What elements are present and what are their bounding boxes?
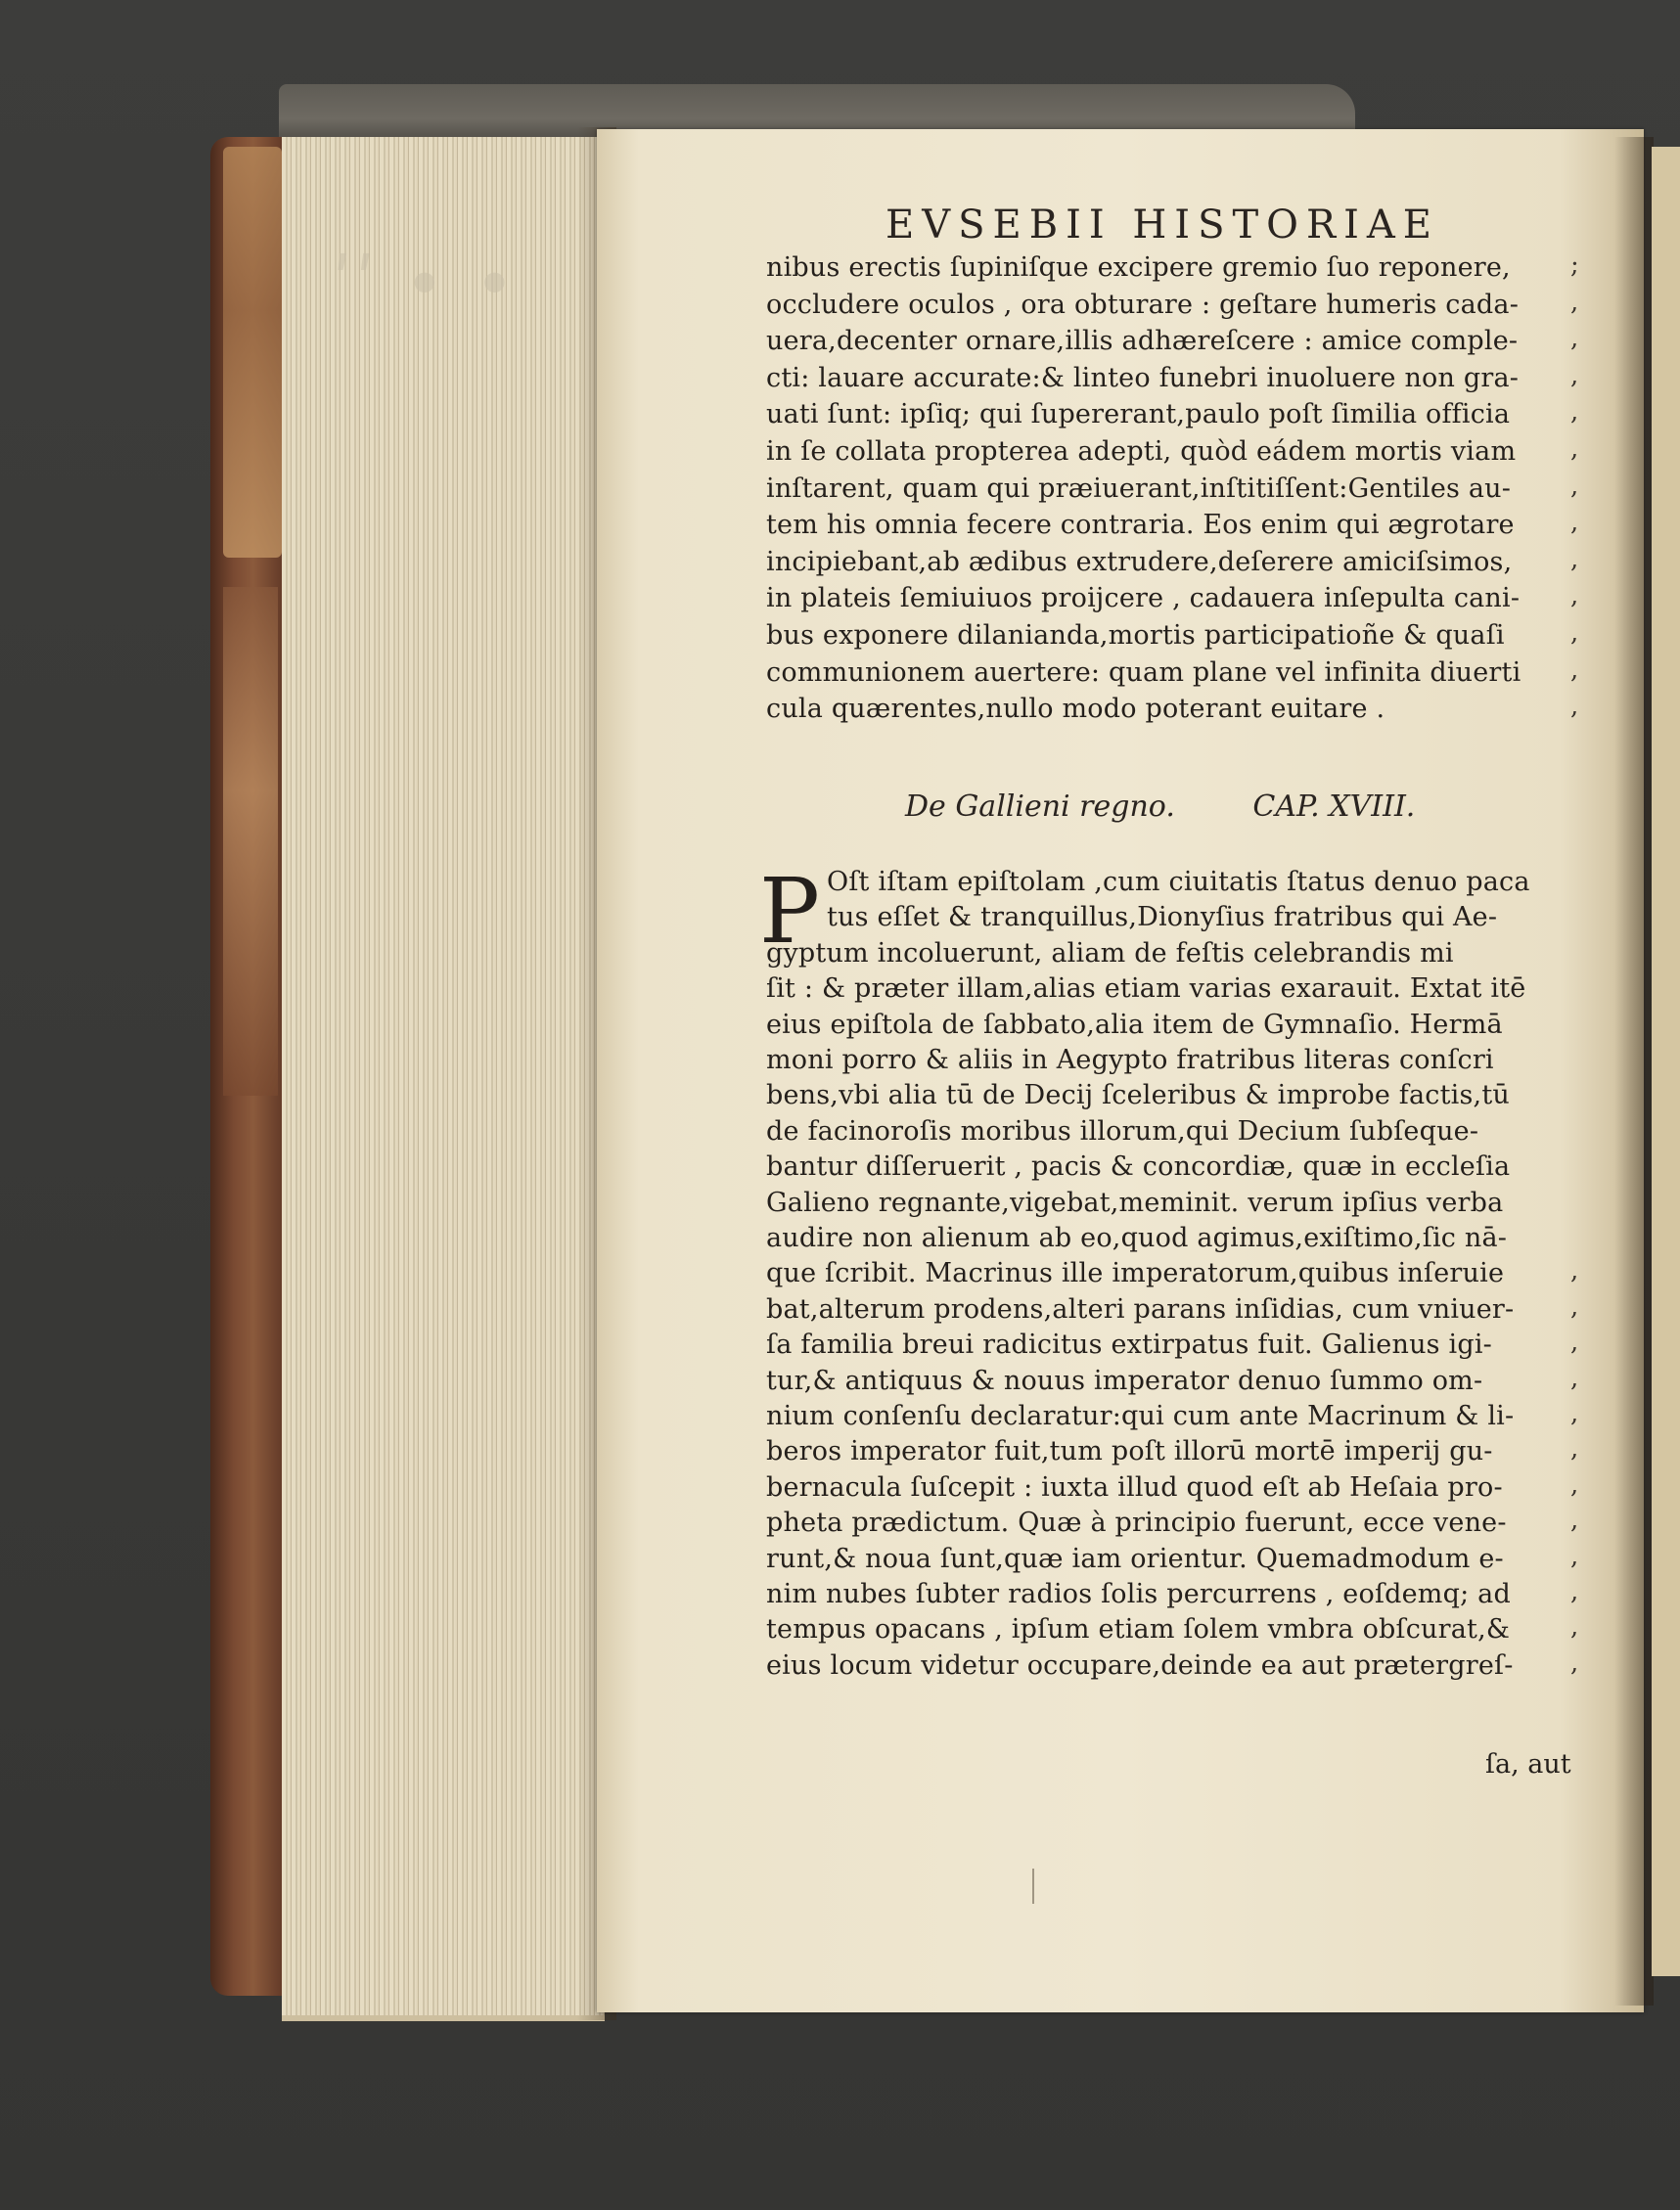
- text-line: occludere oculos , ora obturare : geſtare humeris cada-: [766, 289, 1520, 320]
- margin-mark: ,: [1570, 471, 1579, 501]
- chapter-number: CAP. XVIII.: [1252, 789, 1416, 824]
- text-line: in ſe collata propterea adepti, quòd eádem mortis viam: [766, 436, 1517, 467]
- margin-mark: ,: [1570, 434, 1579, 464]
- margin-mark: ,: [1570, 618, 1579, 648]
- worn-leather-area: [223, 147, 282, 558]
- text-line: bus exponere dilanianda,mortis participatioñe & quaſi: [766, 620, 1505, 651]
- margin-mark: ,: [1570, 654, 1579, 685]
- text-line: incipiebant,ab ædibus extrudere,deſerere amiciſsimos,: [766, 546, 1513, 577]
- text-line: tem his omnia fecere contraria. Eos enim qui ægrotare: [766, 510, 1515, 541]
- text-line: nim nubes ſubter radios ſolis percurrens , eoſdemq; ad: [766, 1579, 1511, 1609]
- margin-mark: ,: [1570, 1434, 1579, 1465]
- catchword: ſa, aut: [1485, 1749, 1571, 1780]
- text-line: eius locum videtur occupare,deinde ea aut prætergreſ-: [766, 1649, 1514, 1681]
- facing-page-edge: [1652, 147, 1680, 1976]
- margin-mark: ,: [1570, 1256, 1579, 1286]
- text-line: eius epiſtola de ſabbato,alia item de Gymnaſio. Hermā: [766, 1009, 1503, 1040]
- text-line: Galieno regnante,vigebat,meminit. verum ipſius verba: [766, 1187, 1504, 1218]
- text-line: bat,alterum prodens,alteri parans inſidias, cum vniuer-: [766, 1293, 1515, 1325]
- text-line: in plateis ſemiuiuos proijcere , cadauera inſepulta cani-: [766, 583, 1521, 614]
- margin-mark: ,: [1570, 324, 1579, 354]
- page-mark: [1032, 1869, 1038, 1904]
- margin-mark: ,: [1570, 1328, 1579, 1358]
- text-line: bens,vbi alia tū de Decij ſceleribus & improbe factis,tū: [766, 1080, 1510, 1111]
- text-line: audire non alienum ab eo,quod agimus,exiſtimo,ſic nā-: [766, 1223, 1508, 1253]
- text-line: tur,& antiquus & nouus imperator denuo ſummo om-: [766, 1365, 1483, 1396]
- worn-leather-area-lower: [223, 587, 278, 1096]
- text-line: uati ſunt: ipſiq; qui ſupererant,paulo poſt ſimilia officia: [766, 399, 1511, 430]
- text-line: pheta prædictum. Quæ à principio fuerunt, ecce vene-: [766, 1508, 1507, 1539]
- text-line: bantur diſſeruerit , pacis & concordiæ, quæ in eccleſia: [766, 1151, 1511, 1183]
- margin-mark: ,: [1570, 360, 1579, 390]
- margin-mark: ,: [1570, 1399, 1579, 1428]
- margin-mark: ,: [1570, 1363, 1579, 1393]
- margin-mark: ,: [1570, 544, 1579, 574]
- text-line: tus eſſet & tranquillus,Dionyſius fratribus qui Ae-: [827, 902, 1498, 933]
- text-line: de facinoroſis moribus illorum,qui Decium ſubſeque-: [766, 1115, 1479, 1147]
- text-line: beros imperator fuit,tum poſt illorū mortē imperij gu-: [766, 1436, 1493, 1467]
- bleed-through-stamp: ʹʹ • •: [333, 245, 520, 325]
- text-line: runt,& noua ſunt,quæ iam orientur. Quemadmodum e-: [766, 1543, 1504, 1574]
- gutter-shadow: [1614, 137, 1654, 2006]
- margin-mark: ,: [1570, 1612, 1579, 1643]
- text-line: que ſcribit. Macrinus ille imperatorum,quibus inſeruie: [766, 1258, 1505, 1289]
- text-line: nium conſenſu declaratur:qui cum ante Macrinum & li-: [766, 1401, 1515, 1431]
- margin-mark: ,: [1570, 1469, 1579, 1500]
- margin-mark: ;: [1570, 250, 1579, 280]
- margin-mark: ,: [1570, 397, 1579, 428]
- text-line: cula quærentes,nullo modo poterant euitare .: [766, 694, 1385, 725]
- drop-capital: P: [759, 859, 820, 964]
- text-line: communionem auertere: quam plane vel infinita diuerti: [766, 656, 1521, 688]
- text-line: tempus opacans , ipſum etiam ſolem vmbra obſcurat,&: [766, 1614, 1511, 1646]
- running-head: EVSEBII HISTORIAE: [885, 203, 1439, 248]
- margin-mark: ,: [1570, 1541, 1579, 1571]
- page-stack: [282, 137, 605, 2021]
- margin-mark: ,: [1570, 1577, 1579, 1606]
- text-line: bernacula ſuſcepit : iuxta illud quod eſt ab Heſaia pro-: [766, 1471, 1503, 1503]
- text-line: ſa familia breui radicitus extirpatus fuit. Galienus igi-: [766, 1330, 1492, 1361]
- text-line: gyptum incoluerunt, aliam de feſtis celebrandis mi: [766, 937, 1454, 969]
- margin-mark: ,: [1570, 692, 1579, 722]
- text-line: moni porro & aliis in Aegypto fratribus literas conſcri: [766, 1045, 1494, 1075]
- text-line: cti: lauare accurate:& linteo funebri inuoluere non gra-: [766, 362, 1520, 393]
- margin-mark: ,: [1570, 1506, 1579, 1536]
- text-line: nibus erectis ſupiniſque excipere gremio ſuo reponere,: [766, 252, 1511, 283]
- margin-mark: ,: [1570, 287, 1579, 317]
- text-line: ſit : & præter illam,alias etiam varias exarauit. Extat itē: [766, 973, 1526, 1005]
- chapter-heading: [905, 789, 1492, 824]
- margin-mark: ,: [1570, 581, 1579, 611]
- text-line: Oſt iſtam epiſtolam ,cum ciuitatis ſtatus denuo paca: [827, 867, 1530, 897]
- text-line: uera,decenter ornare,illis adhæreſcere : amice comple-: [766, 326, 1519, 357]
- margin-mark: ,: [1570, 1291, 1579, 1322]
- text-line: inſtarent, quam qui præiuerant,inſtitiſſent:Gentiles au-: [766, 473, 1512, 504]
- chapter-title: De Gallieni regno.: [905, 789, 1175, 824]
- margin-mark: ,: [1570, 508, 1579, 538]
- margin-mark: ,: [1570, 1647, 1579, 1678]
